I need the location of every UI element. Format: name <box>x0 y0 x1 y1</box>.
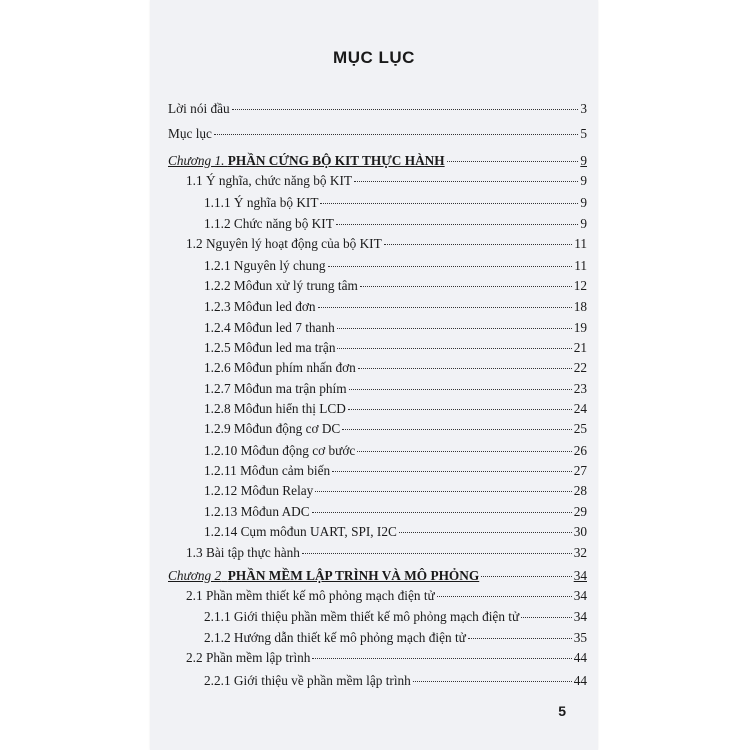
toc-subsection: 1.2.8 Môđun hiển thị LCD 24 <box>204 401 587 416</box>
toc-subsection: 1.2.3 Môđun led đơn 18 <box>204 299 587 314</box>
toc-subsection: 1.2.11 Môđun cảm biến 27 <box>204 463 587 478</box>
toc-entry: Lời nói đầu 3 <box>168 101 587 116</box>
toc-subsection: 1.1.2 Chức năng bộ KIT 9 <box>204 216 587 231</box>
toc-section: 1.1 Ý nghĩa, chức năng bộ KIT 9 <box>186 173 587 188</box>
toc-chapter: Chương 1. PHẦN CỨNG BỘ KIT THỰC HÀNH 9 <box>168 153 587 168</box>
toc-subsection: 1.2.12 Môđun Relay 28 <box>204 483 587 498</box>
toc-subsection: 1.2.9 Môđun động cơ DC 25 <box>204 421 587 436</box>
toc-subsection: 1.2.14 Cụm môđun UART, SPI, I2C 30 <box>204 524 587 539</box>
toc-subsection: 2.1.1 Giới thiệu phần mềm thiết kế mô phỏng mạch điện tử 34 <box>204 609 587 624</box>
toc-subsection: 1.2.4 Môđun led 7 thanh 19 <box>204 320 587 335</box>
toc-subsection: 2.1.2 Hướng dẫn thiết kế mô phỏng mạch điện tử 35 <box>204 630 587 645</box>
toc-subsection: 1.2.7 Môđun ma trận phím 23 <box>204 381 587 396</box>
toc-subsection: 1.2.10 Môđun động cơ bước 26 <box>204 443 587 458</box>
toc-entry: Mục lục 5 <box>168 126 587 141</box>
page-number: 5 <box>558 703 566 719</box>
toc-section: 2.1 Phần mềm thiết kế mô phỏng mạch điện tử 34 <box>186 588 587 603</box>
toc-subsection: 1.2.5 Môđun led ma trận 21 <box>204 340 587 355</box>
toc-subsection: 1.2.1 Nguyên lý chung 11 <box>204 258 587 273</box>
toc-section: 1.3 Bài tập thực hành 32 <box>186 545 587 560</box>
page-title: MỤC LỤC <box>333 48 415 67</box>
toc-chapter: Chương 2 PHẦN MỀM LẬP TRÌNH VÀ MÔ PHỎNG 34 <box>168 568 587 583</box>
toc-subsection: 1.1.1 Ý nghĩa bộ KIT 9 <box>204 195 587 210</box>
book-page <box>150 0 598 750</box>
toc-section: 2.2 Phần mềm lập trình 44 <box>186 650 587 665</box>
toc-subsection: 2.2.1 Giới thiệu về phần mềm lập trình 44 <box>204 673 587 688</box>
toc-subsection: 1.2.13 Môđun ADC 29 <box>204 504 587 519</box>
toc-subsection: 1.2.2 Môđun xử lý trung tâm 12 <box>204 278 587 293</box>
toc-section: 1.2 Nguyên lý hoạt động của bộ KIT 11 <box>186 236 587 251</box>
toc-subsection: 1.2.6 Môđun phím nhấn đơn 22 <box>204 360 587 375</box>
